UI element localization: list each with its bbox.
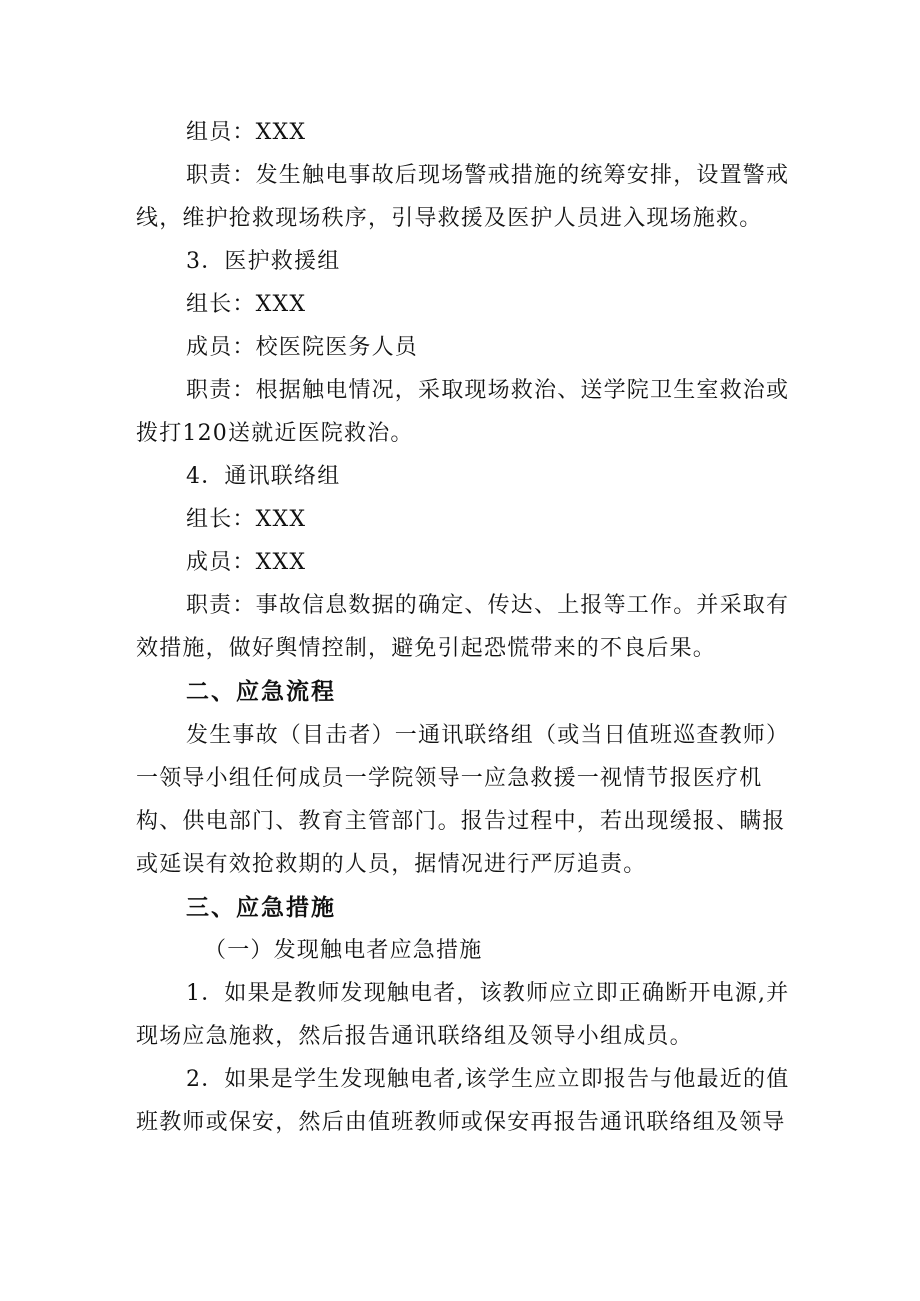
subsection-heading: （一）发现触电者应急措施 [204,938,483,963]
text-line: 职责：发生触电事故后现场警戒措施的统筹安排，设置警戒 [186,163,790,188]
text-line: 效措施，做好舆情控制，避免引起恐慌带来的不良后果。 [136,636,717,661]
text-line: 2．如果是学生发现触电者,该学生应立即报告与他最近的值 [186,1067,790,1092]
chapter-heading-measures: 三、应急措施 [186,895,336,921]
text-line: 班教师或保安，然后由值班教师或保安再报告通讯联络组及领导 [136,1110,786,1135]
text-line: 成员：XXX [186,550,307,575]
text-line: 组员：XXX [186,120,307,145]
text-line: 构、供电部门、教育主管部门。报告过程中，若出现缓报、瞒报 [136,809,786,834]
text-line: 发生事故（目击者）一通讯联络组（或当日值班巡查教师） [186,723,790,748]
text-line: 拨打120送就近医院救治。 [136,421,414,446]
text-line: 一领导小组任何成员一学院领导一应急救援一视情节报医疗机 [136,766,763,791]
chapter-heading-process: 二、应急流程 [186,679,336,705]
text-line: 线，维护抢救现场秩序，引导救援及医护人员进入现场施救。 [136,206,763,231]
text-line: 职责：事故信息数据的确定、传达、上报等工作。并采取有 [186,593,790,618]
text-line: 或延误有效抢救期的人员，据情况进行严厉追责。 [136,852,647,877]
text-line: 1．如果是教师发现触电者，该教师应立即正确断开电源,并 [186,981,790,1006]
text-line: 组长：XXX [186,292,307,317]
section-heading-3: 3．医护救援组 [186,249,341,274]
text-line: 职责：根据触电情况，采取现场救治、送学院卫生室救治或 [186,378,790,403]
section-heading-4: 4．通讯联络组 [186,464,341,489]
text-line: 成员：校医院医务人员 [186,335,419,360]
text-line: 组长：XXX [186,507,307,532]
text-line: 现场应急施救，然后报告通讯联络组及领导小组成员。 [136,1024,693,1049]
